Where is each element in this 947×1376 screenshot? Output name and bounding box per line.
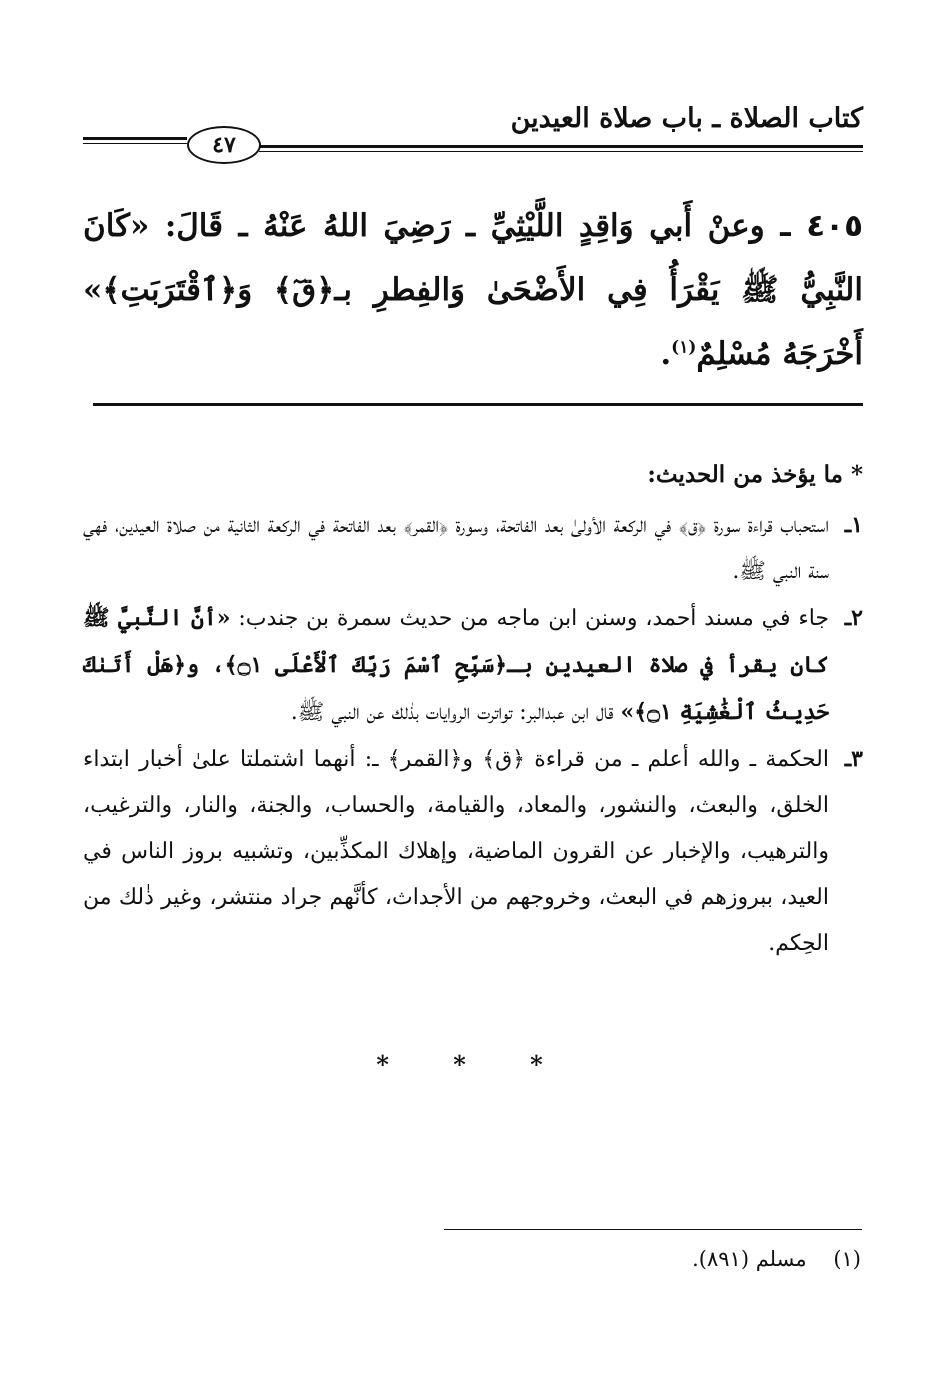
lesson-point-1 [83, 502, 863, 595]
lesson-number: ١ـ [844, 512, 863, 538]
header-rule-right-thick [259, 145, 863, 148]
lesson-text: استحباب قراءة سورة ﴿ق﴾ في الركعة الأولىٰ بعد الفاتحة، وسورة ﴿القمر﴾ بعد الفاتحة في الركعة الثانية من صلاة العيدين، فهي سنة النبي ﷺ. [83, 513, 829, 584]
footnote [692, 1247, 861, 1271]
lesson-number: ٣ـ [844, 746, 863, 772]
hadith-text: وعنْ أَبي وَاقِدٍ اللَّيْثِيِّ ـ رَضِيَ اللهُ عَنْهُ ـ قَالَ: «كَانَ النَّبِيُّ ﷺ يَقْرَأُ فِي الأَضْحَىٰ وَالفِطرِ بـ﴿قٓ﴾ وَ﴿ٱقْتَرَبَتِ﴾» أَخْرَجَهُ مُسْلِمٌ [83, 208, 863, 372]
header-rule-left-thin [83, 143, 187, 144]
lessons-section [83, 452, 863, 967]
page-number: ٤٧ [187, 126, 261, 164]
header-rule-right-thin [259, 151, 863, 152]
lesson-text: الحكمة ـ والله أعلم ـ من قراءة ﴿ق﴾ و﴿القمر﴾ ـ: أنهما اشتملتا علىٰ أخبار ابتداء الخلق، والبعث، والنشور، والمعاد، والقيامة، والحساب، والجنة، والنار، والترغيب، والترهيب، والإخبار عن القرون الماضية، وإهلاك المكذِّبين، وتشبيه بروز الناس في العيد، ببروزهم في البعث، وخروجهم من الأجداث، كأنَّهم جراد منتشر، وغير ذٰلك من الحِكم. [83, 747, 829, 956]
lesson-text: جاء في مسند أحمد، وسنن ابن ماجه من حديث سمرة بن جندب: [230, 606, 829, 631]
running-title: كتاب الصلاة ـ باب صلاة العيدين [510, 103, 863, 134]
footnote-text: مسلم (٨٩١). [692, 1247, 807, 1271]
hadith-block [83, 194, 863, 386]
lessons-title: * ما يؤخذ من الحديث: [647, 461, 863, 488]
footnote-reference: (١) [671, 337, 697, 358]
lesson-point-2 [83, 595, 863, 736]
lesson-point-3 [83, 736, 863, 967]
header-rule-left-thick [83, 137, 187, 140]
section-separator: * * * [376, 1050, 571, 1079]
hadith-number: ٤٠٥ ـ [780, 208, 864, 244]
footnote-rule [444, 1229, 862, 1230]
lesson-number: ٢ـ [844, 605, 863, 631]
hadith-end: . [660, 336, 672, 372]
footnote-number: (١) [833, 1247, 861, 1271]
page-header [83, 103, 863, 161]
lesson-text-continued: قال ابن عبدالبر: تواترت الروايات بذٰلك عن النبي ﷺ. [290, 700, 621, 725]
section-divider [93, 403, 863, 406]
hadith-quote: «أنَّ النَّبيَّ ﷺ كان يقرأ في صلاة العيدين بـ﴿سَبِّحِ ٱسْمَ رَبِّكَ ٱلْأَعْلَى ۝١﴾، و﴿هَلْ أَتَىٰكَ حَدِيثُ ٱلْغَٰشِيَةِ ۝١﴾» [83, 605, 829, 725]
